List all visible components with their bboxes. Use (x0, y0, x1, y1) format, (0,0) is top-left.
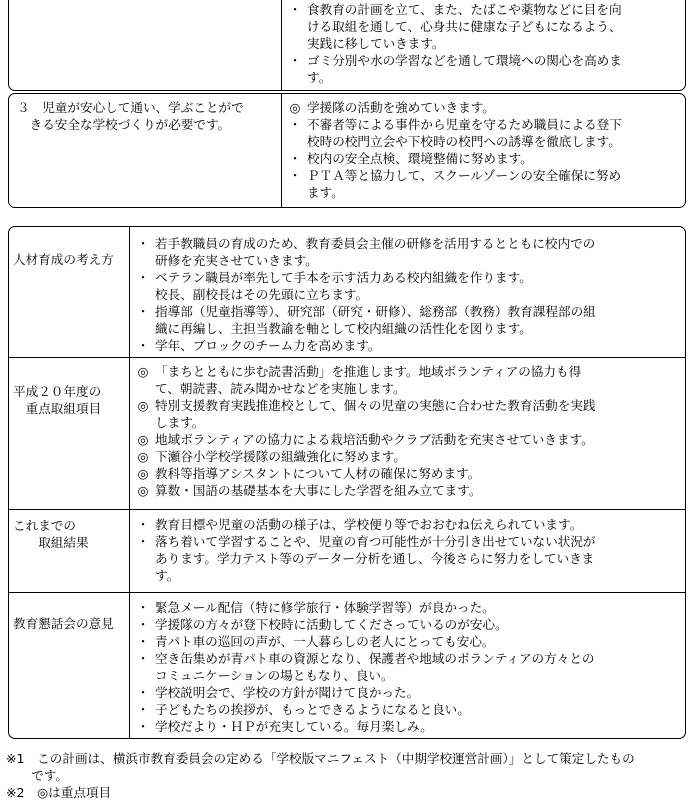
column-divider (281, 94, 282, 207)
row-divider (9, 357, 685, 358)
list-item (135, 235, 683, 269)
list-item (135, 701, 683, 718)
bullet-mark: ・ (288, 151, 302, 166)
key-item-mark: ◎ (137, 466, 149, 481)
item-text: 緊急メール配信（特に修学旅行・体験学習等）が良かった。 (155, 600, 495, 615)
row-divider (9, 509, 685, 510)
footnote-2: ※2 ◎は重点項目 (6, 785, 112, 800)
item-text: 「まちとともに歩む読書活動」を推進します。地域ボランティアの協力も得 て、朝読書、読み聞かせなどを実施します。 (155, 364, 582, 396)
list-item (135, 616, 683, 633)
key-item-mark: ◎ (137, 432, 149, 447)
bullet-mark: ・ (288, 2, 302, 17)
list-item (287, 52, 683, 86)
list-item (135, 431, 683, 448)
list-item (135, 482, 683, 499)
item-text: 学援隊の方々が登下校時に活動してくださっているのが安心。 (155, 617, 508, 632)
row-content-results (135, 516, 683, 584)
item-text: 下瀬谷小学校学援隊の組織強化に努めます。 (155, 449, 406, 464)
item-text: 不審者等による事件から児童を守るため職員による登下 校時の校門立会や下校時の校門への誘導を徹底します。 (307, 117, 622, 149)
item-text: 教科等指導アシスタントについて人材の確保に努めます。 (155, 466, 481, 481)
bullet-mark: ・ (136, 600, 150, 615)
list-item (135, 633, 683, 650)
item-text: 子どもたちの挨拶が、もっとできるようになると良い。 (155, 702, 470, 717)
item-text: 算数・国語の基礎基本を大事にした学習を組み立てます。 (155, 483, 482, 498)
list-item (287, 167, 683, 201)
item-text: 指導部（児童指導等）、研究部（研究・研修）、総務部（教務）教育課程部の組 織に再編し、主担当教諭を軸として校内組織の活性化を図ります。 (155, 304, 596, 336)
list-item (135, 718, 683, 735)
item-text: 空き缶集めが青パト車の資源となり、保護者や地域のボランティアの方々との コミュニケーションの場ともなり、良い。 (155, 651, 595, 683)
column-divider (281, 0, 282, 90)
item-text: ＰＴＡ等と協力して、スクールゾーンの安全確保に努め ます。 (307, 168, 622, 200)
list-item (135, 533, 683, 584)
bullet-mark: ・ (288, 117, 302, 132)
item-text: 落ち着いて学習することや、児童の育つ可能性が十分引き出せていない状況が あります。学力テスト等のデーター分析を通し、今後さらに努力をしていきま す。 (155, 534, 596, 583)
item-text: 教育目標や児童の活動の様子は、学校便り等でおおむね伝えられています。 (155, 517, 583, 532)
item-text: 学援隊の活動を強めていきます。 (307, 100, 495, 115)
item-text: 校内の安全点検、環境整備に努めます。 (307, 151, 533, 166)
item-text: 食教育の計画を立て、また、たばこや薬物などに目を向 ける取組を通して、心身共に健康な子どもになるよう、 実践に移していきます。 (307, 2, 622, 51)
list-item (135, 465, 683, 482)
bullet-mark: ・ (136, 651, 150, 666)
list-item (287, 116, 683, 150)
list-item (135, 599, 683, 616)
item-text: 学校説明会で、学校の方針が聞けて良かった。 (155, 685, 420, 700)
list-item (287, 1, 683, 52)
item-text: 地域ボランティアの協力による栽培活動やクラブ活動を充実させていきます。 (155, 432, 594, 447)
row-content-council-opinions (135, 599, 683, 735)
bullet-mark: ・ (136, 338, 150, 353)
item-text: ベテラン職員が率先して手本を示す活力ある校内組織を作ります。 校長、副校長はその先頭に立ちます。 (155, 270, 532, 302)
bullet-mark: ・ (288, 53, 302, 68)
list-item (135, 684, 683, 701)
row-label-staff-development: 人材育成の考え方 (13, 252, 114, 267)
row-label-priority-items: 平成２０年度の 重点取組項目 (13, 384, 102, 416)
row-content-staff-development (135, 235, 683, 354)
plan-table-section-3 (8, 93, 686, 208)
key-item-mark: ◎ (137, 483, 149, 498)
bullet-mark: ・ (136, 304, 150, 319)
bullet-mark: ・ (136, 236, 150, 251)
key-item-mark: ◎ (137, 449, 149, 464)
top-right-cell (287, 1, 683, 86)
list-item (135, 650, 683, 684)
bullet-mark: ・ (136, 702, 150, 717)
footnote-1: ※1 この計画は、横浜市教育委員会の定める「学校版マニフェスト（中期学校運営計画）」として策定したもの です。 (6, 751, 635, 783)
bullet-mark: ・ (136, 617, 150, 632)
row-label-council-opinions: 教育懇話会の意見 (13, 616, 114, 631)
item-text: 青パト車の巡回の声が、一人暮らしの老人にとっても安心。 (155, 634, 495, 649)
summary-table (8, 226, 686, 739)
row-divider (9, 592, 685, 593)
bullet-mark: ・ (136, 634, 150, 649)
list-item (287, 99, 683, 116)
list-item (135, 337, 683, 354)
item-text: 学校だより・ＨＰが充実している。毎月楽しみ。 (155, 719, 433, 734)
list-item (135, 269, 683, 303)
list-item (135, 448, 683, 465)
bullet-mark: ・ (136, 517, 150, 532)
item-text: 特別支援教育実践推進校として、個々の児童の実態に合わせた教育活動を実践 します。 (155, 398, 596, 430)
item-text: ゴミ分別や水の学習などを通して環境への関心を高めま す。 (307, 53, 622, 85)
bullet-mark: ・ (136, 534, 150, 549)
row-label-results: これまでの 取組結果 (13, 518, 89, 550)
bullet-mark: ・ (288, 168, 302, 183)
key-item-mark: ◎ (289, 100, 301, 115)
key-item-mark: ◎ (137, 398, 149, 413)
list-item (135, 516, 683, 533)
plan-table-continued (8, 0, 686, 91)
item-text: 若手教職員の育成のため、教育委員会主催の研修を活用するとともに校内での 研修を充実させていきます。 (155, 236, 596, 268)
measures-cell (287, 99, 683, 201)
issue-label: ３ 児童が安心して通い、学ぶことがで きる安全な学校づくりが必要です。 (17, 100, 244, 132)
bullet-mark: ・ (136, 270, 150, 285)
list-item (135, 363, 683, 397)
list-item (135, 397, 683, 431)
row-content-priority-items (135, 363, 683, 499)
column-divider (129, 227, 130, 738)
bullet-mark: ・ (136, 719, 150, 734)
key-item-mark: ◎ (137, 364, 149, 379)
list-item (135, 303, 683, 337)
list-item (287, 150, 683, 167)
item-text: 学年、ブロックのチーム力を高めます。 (155, 338, 381, 353)
bullet-mark: ・ (136, 685, 150, 700)
